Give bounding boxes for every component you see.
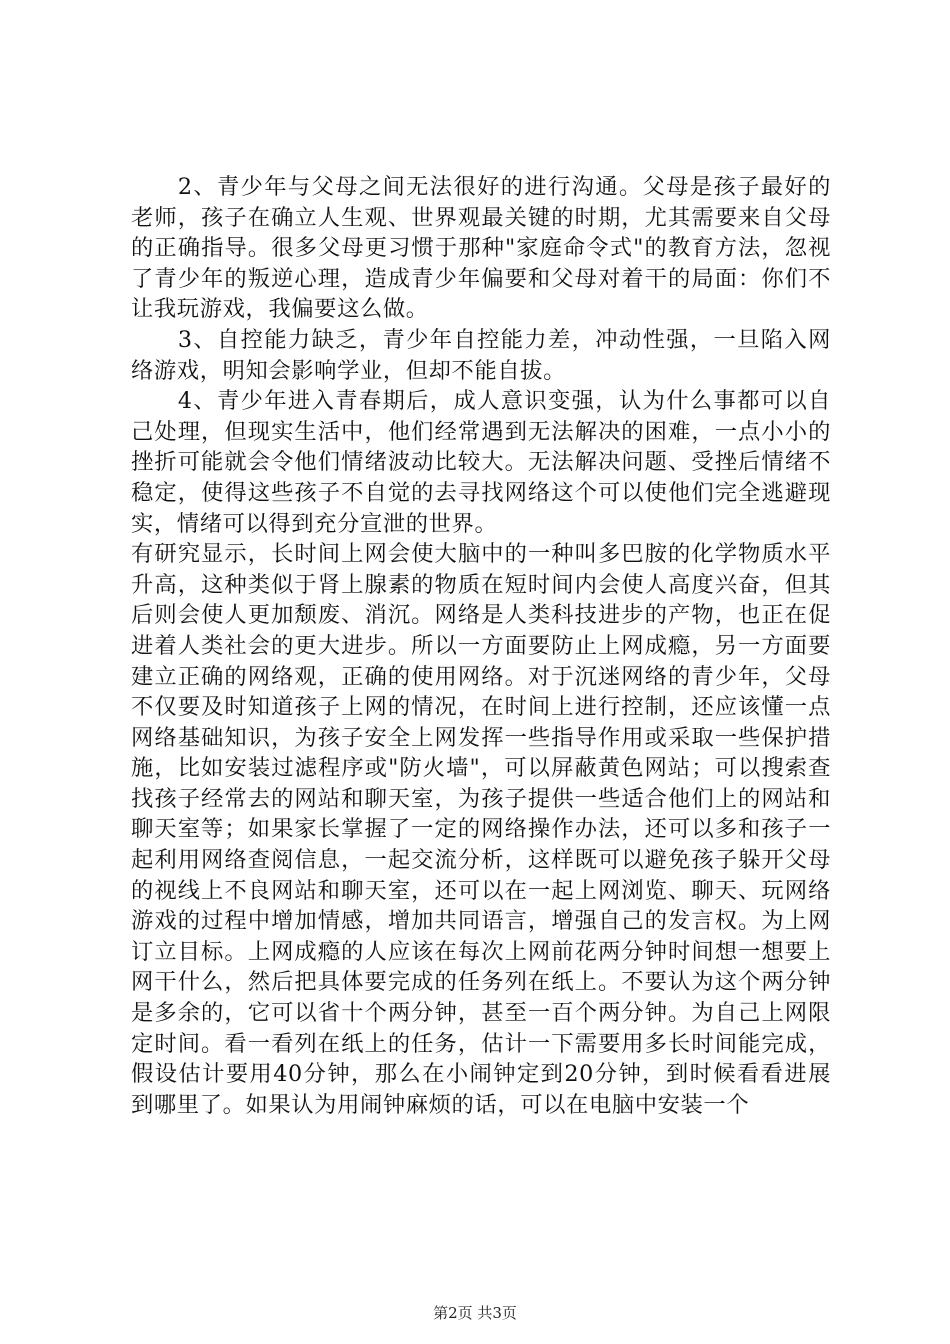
page-footer: 第2页 共3页	[433, 1304, 517, 1322]
document-body	[131, 172, 831, 1120]
paragraph-point-2: 2、青少年与父母之间无法很好的进行沟通。父母是孩子最好的老师，孩子在确立人生观、世界观最关键的时期，尤其需要来自父母的正确指导。很多父母更习惯于那种"家庭命令式"的教育方法，忽视了青少年的叛逆心理，造成青少年偏要和父母对着干的局面：你们不让我玩游戏，我偏要这么做。	[131, 174, 831, 323]
paragraph-point-4: 4、青少年进入青春期后，成人意识变强，认为什么事都可以自己处理，但现实生活中，他们经常遇到无法解决的困难，一点小小的挫折可能就会令他们情绪波动比较大。无法解决问题、受挫后情绪不稳定，使得这些孩子不自觉的去寻找网络这个可以使他们完全逃避现实，情绪可以得到充分宣泄的世界。	[131, 388, 831, 537]
paragraph-point-3: 3、自控能力缺乏，青少年自控能力差，冲动性强，一旦陷入网络游戏，明知会影响学业，但却不能自拔。	[131, 326, 831, 384]
paragraph-research: 有研究显示，长时间上网会使大脑中的一种叫多巴胺的化学物质水平升高，这种类似于肾上腺素的物质在短时间内会使人高度兴奋，但其后则会使人更加颓废、消沉。网络是人类科技进步的产物，也正在促进着人类社会的更大进步。所以一方面要防止上网成瘾，另一方面要建立正确的网络观，正确的使用网络。对于沉迷网络的青少年，父母不仅要及时知道孩子上网的情况，在时间上进行控制，还应该懂一点网络基础知识，为孩子安全上网发挥一些指导作用或采取一些保护措施，比如安装过滤程序或"防火墙"，可以屏蔽黄色网站；可以搜索查找孩子经常去的网站和聊天室，为孩子提供一些适合他们上的网站和聊天室等；如果家长掌握了一定的网络操作办法，还可以多和孩子一起利用网络查阅信息，一起交流分析，这样既可以避免孩子躲开父母的视线上不良网站和聊天室，还可以在一起上网浏览、聊天、玩网络游戏的过程中增加情感，增加共同语言，增强自己的发言权。为上网订立目标。上网成瘾的人应该在每次上网前花两分钟时间想一想要上网干什么，然后把具体要完成的任务列在纸上。不要认为这个两分钟是多余的，它可以省十个两分钟，甚至一百个两分钟。为自己上网限定时间。看一看列在纸上的任务，估计一下需要用多长时间能完成，假设估计要用40分钟，那么在小闹钟定到20分钟，到时候看看进展到哪里了。如果认为用闹钟麻烦的话，可以在电脑中安装一个	[131, 541, 831, 1118]
